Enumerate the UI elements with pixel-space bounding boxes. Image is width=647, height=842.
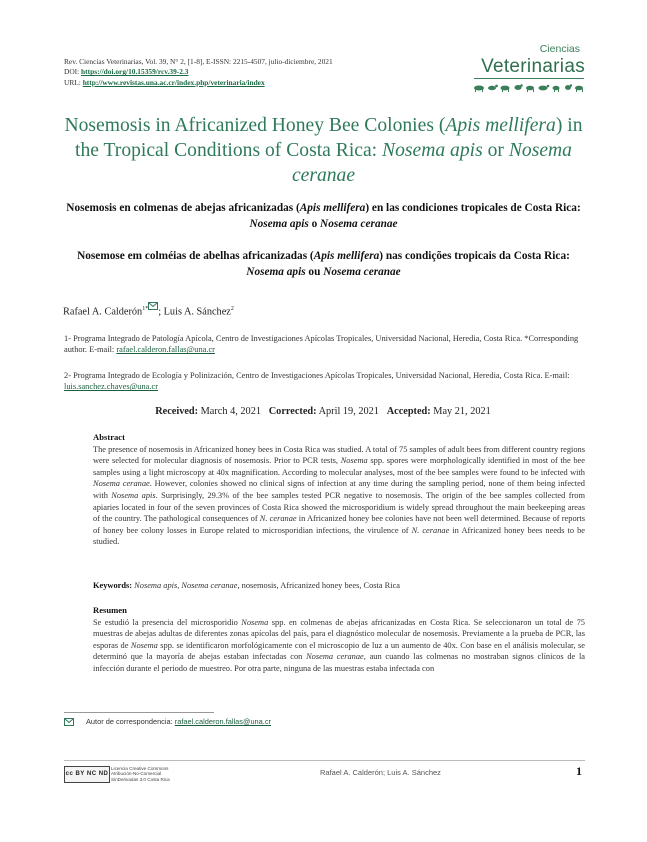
subtitle-spanish: Nosemosis en colmenas de abejas africanizadas (Apis mellifera) en las condiciones tropicales de Costa Rica: Nosema apis o Nosema ceranae	[66, 202, 581, 230]
author-2: Luis A. Sánchez	[163, 306, 231, 318]
resumen-section	[93, 605, 585, 675]
mail-icon[interactable]	[148, 302, 158, 310]
author-1: Rafael A. Calderón	[63, 306, 143, 318]
resumen-text: Se estudió la presencia del microsporidio Nosema spp. en colmenas de abejas africanizadas en Costa Rica. Se seleccionaron un total de 75 muestras de abejas adultas de diferentes zonas apícolas del país, para el diagnóstico molecular de nosemosis. Previamente a la prueba de PCR, las esporas de Nosema spp. se identificaron morfológicamente con el microscopio de luz a un aumento de 40x. Con base en el análisis molecular, se determinó que la mayoría de abejas estaban infectadas con Nosema ceranae, aun cuando las colmenas no mostraban signos clínicos de la infección durante el periodo de muestreo. Por otra parte, ninguna de las muestras estaba infectada con	[93, 617, 585, 673]
article-dates: Received: March 4, 2021 Corrected: April 19, 2021 Accepted: May 21, 2021	[155, 406, 491, 417]
footnote: Autor de correspondencia: rafael.calderon.fallas@una.cr	[64, 717, 271, 726]
license-text: Licencia Creative Commons Atribución-No-Comercial SinDerivadas 3.0 Costa Rica	[111, 766, 170, 782]
doi-line: DOI: https://doi.org/10.15359/rcv.39-2.3	[64, 67, 189, 77]
email-link-1[interactable]: rafael.calderon.fallas@una.cr	[116, 345, 215, 355]
keywords: Keywords: Nosema apis, Nosema ceranae, nosemosis, Africanized honey bees, Costa Rica	[93, 581, 401, 590]
cc-license-badge[interactable]	[64, 766, 110, 783]
cc-badge-text: cc BY NC ND	[65, 771, 109, 777]
journal-citation: Rev. Ciencias Veterinarias, Vol. 39, N° 2, [1-8], E-ISSN: 2215-4507, julio-diciembre, 2021	[64, 57, 333, 66]
affiliation-1: 1- Programa Integrado de Patología Apícola, Centro de Investigaciones Apícolas Tropicales, Universidad Nacional, Heredia, Costa Rica. *Corresponding author. E-mail: rafael.calderon.fallas@una.cr	[64, 334, 579, 355]
abstract-section	[93, 432, 585, 548]
resumen-heading: Resumen	[93, 605, 127, 615]
abstract-text: The presence of nosemosis in Africanized honey bees in Costa Rica was studied. A total of 75 samples of adult bees from different country regions were selected for molecular diagnosis of nosemosis. Prior to PCR tests, Nosema spp. spores were morphologically identified in most of the bee samples using a light microscopy at 40x magnification. According to molecular analyses, most of the bee samples were found to be infected with Nosema ceranae. However, colonies showed no clinical signs of infection at any time during the sampling period, none of them being infected with Nosema apis. Surprisingly, 29.3% of the bee samples tested PCR negative to nosemosis. The origin of the bee samples collected from apiaries located in four of the seven provinces of Costa Rica showed the microsporidium is widely spread throughout the main beekeeping areas of the country. The pathological consequences of N. ceranae in Africanized honey bee colonies have not been well determined. Because of reports of honey bee colony losses in Europe related to microsporidian infections, the virulence of N. ceranae in Africanized honey bees needs to be studied.	[93, 444, 586, 547]
affiliation-2: 2- Programa Integrado de Ecología y Polinización, Centro de Investigaciones Apícolas Tropicales, Universidad Nacional, Heredia, Costa Rica. E-mail: luis.sanchez.chaves@una.cr	[64, 371, 570, 392]
animal-silhouettes-icon	[473, 82, 585, 92]
logo-ciencias: Ciencias	[539, 43, 580, 55]
footnote-email-link[interactable]: rafael.calderon.fallas@una.cr	[174, 717, 271, 726]
footer-authors: Rafael A. Calderón; Luis A. Sánchez	[320, 768, 441, 777]
footnote-divider	[64, 712, 214, 713]
page-number: 1	[576, 764, 582, 778]
email-link-2[interactable]: luis.sanchez.chaves@una.cr	[64, 382, 158, 392]
url-link[interactable]: http://www.revistas.una.ac.cr/index.php/veterinaria/index	[82, 77, 265, 87]
subtitle-portuguese: Nosemose em colméias de abelhas africanizadas (Apis mellifera) nas condições tropicais da Costa Rica: Nosema apis ou Nosema ceranae	[77, 250, 570, 278]
article-title: Nosemosis in Africanized Honey Bee Colonies (Apis mellifera) in the Tropical Conditions of Costa Rica: Nosema apis or Nosema ceranae	[64, 115, 583, 186]
logo-veterinarias: Veterinarias	[481, 56, 585, 77]
journal-citation-block	[64, 57, 404, 88]
doi-link[interactable]: https://doi.org/10.15359/rcv.39-2.3	[81, 67, 189, 77]
author-list: Rafael A. Calderón$^{1*}$ ; Luis A. Sánchez$^2$	[63, 302, 234, 317]
logo-divider	[474, 78, 584, 79]
url-line: URL: http://www.revistas.una.ac.cr/index.php/veterinaria/index	[64, 77, 265, 87]
abstract-heading: Abstract	[93, 432, 125, 442]
footer-divider	[64, 760, 585, 761]
mail-icon	[64, 718, 74, 726]
